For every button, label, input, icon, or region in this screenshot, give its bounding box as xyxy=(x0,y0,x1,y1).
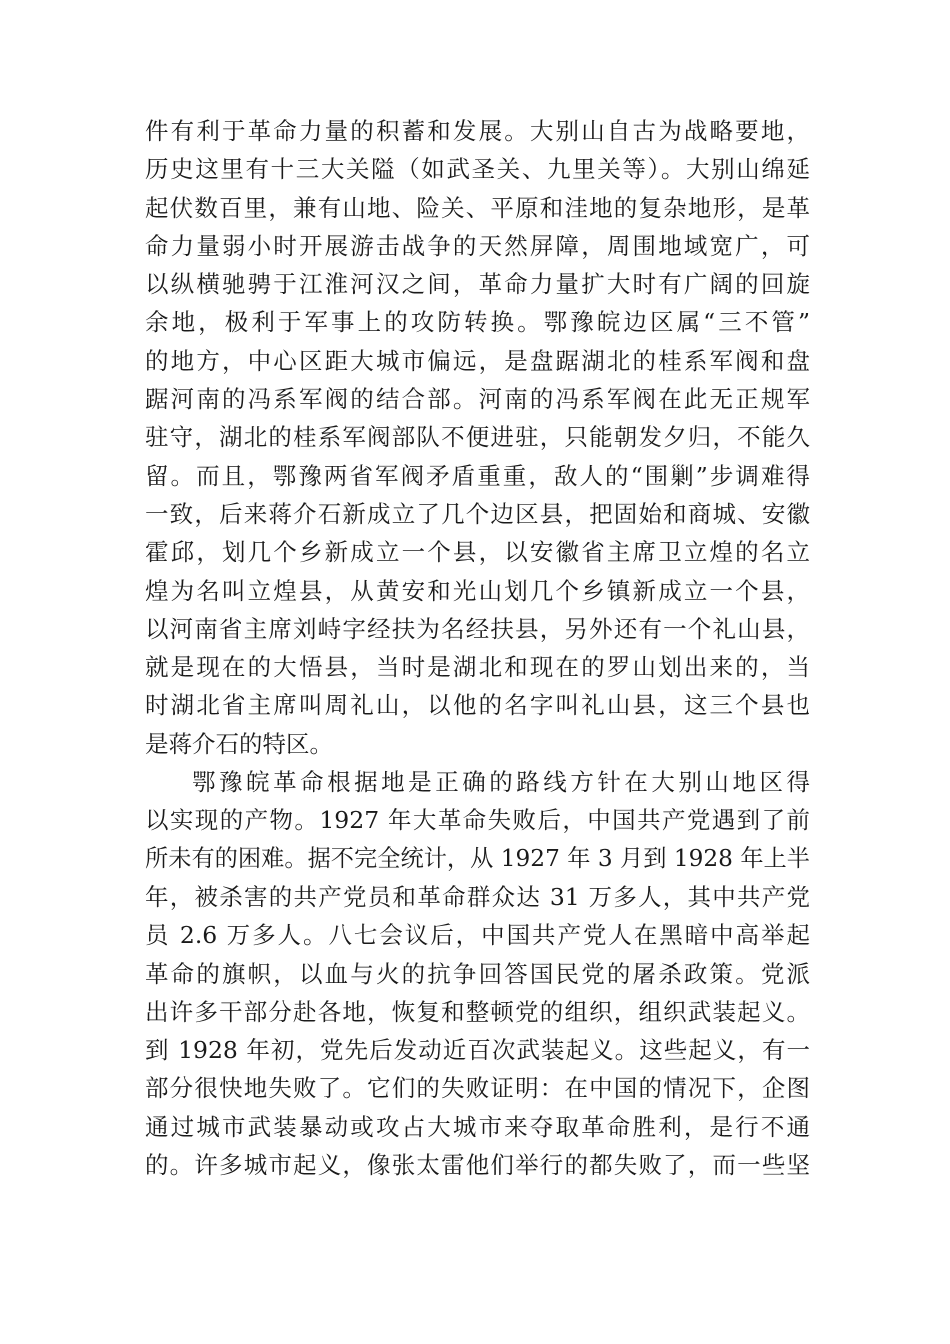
text-line: 员 2.6 万多人。八七会议后，中国共产党人在黑暗中高举起 xyxy=(145,921,810,950)
text-line: 出许多干部分赴各地，恢复和整顿党的组织，组织武装起义。 xyxy=(145,997,810,1026)
text-line: 驻守，湖北的桂系军阀部队不便进驻，只能朝发夕归，不能久 xyxy=(145,423,810,452)
text-line: 霍邱，划几个乡新成立一个县，以安徽省主席卫立煌的名立 xyxy=(145,538,810,567)
text-line: 煌为名叫立煌县，从黄安和光山划几个乡镇新成立一个县， xyxy=(145,576,810,605)
text-line: 的地方，中心区距大城市偏远，是盘踞湖北的桂系军阀和盘 xyxy=(145,346,810,375)
text-line: 到 1928 年初，党先后发动近百次武装起义。这些起义，有一 xyxy=(145,1036,810,1065)
body-text xyxy=(145,112,810,1184)
text-line: 时湖北省主席叫周礼山，以他的名字叫礼山县，这三个县也 xyxy=(145,691,810,720)
paragraph-1 xyxy=(145,112,810,763)
text-line: 革命的旗帜，以血与火的抗争回答国民党的屠杀政策。党派 xyxy=(145,959,810,988)
text-line: 余地，极利于军事上的攻防转换。鄂豫皖边区属“三不管” xyxy=(145,308,810,337)
text-line: 就是现在的大悟县，当时是湖北和现在的罗山划出来的，当 xyxy=(145,653,810,682)
text-line: 留。而且，鄂豫两省军阀矛盾重重，敌人的“围剿”步调难得 xyxy=(145,461,810,490)
text-line: 踞河南的冯系军阀的结合部。河南的冯系军阀在此无正规军 xyxy=(145,385,810,414)
text-line: 部分很快地失败了。它们的失败证明：在中国的情况下，企图 xyxy=(145,1074,810,1103)
text-line: 以纵横驰骋于江淮河汉之间，革命力量扩大时有广阔的回旋 xyxy=(145,270,810,299)
paragraph-2 xyxy=(145,763,810,1184)
text-line: 年，被杀害的共产党员和革命群众达 31 万多人，其中共产党 xyxy=(145,882,810,911)
text-line: 的。许多城市起义，像张太雷他们举行的都失败了，而一些坚 xyxy=(145,1151,810,1180)
text-line: 命力量弱小时开展游击战争的天然屏障，周围地域宽广，可 xyxy=(145,231,810,260)
text-line: 鄂豫皖革命根据地是正确的路线方针在大别山地区得 xyxy=(192,768,810,797)
text-line: 一致，后来蒋介石新成立了几个边区县，把固始和商城、安徽 xyxy=(145,499,810,528)
text-line: 通过城市武装暴动或攻占大城市来夺取革命胜利，是行不通 xyxy=(145,1112,810,1141)
text-line: 历史这里有十三大关隘（如武圣关、九里关等）。大别山绵延 xyxy=(145,155,810,184)
text-line: 以实现的产物。1927 年大革命失败后，中国共产党遇到了前 xyxy=(145,806,810,835)
text-line: 起伏数百里，兼有山地、险关、平原和洼地的复杂地形，是革 xyxy=(145,193,810,222)
text-line: 是蒋介石的特区。 xyxy=(145,729,333,758)
text-line: 件有利于革命力量的积蓄和发展。大别山自古为战略要地， xyxy=(145,117,810,145)
text-line: 以河南省主席刘峙字经扶为名经扶县，另外还有一个礼山县， xyxy=(145,614,810,643)
text-line: 所未有的困难。据不完全统计，从 1927 年 3 月到 1928 年上半 xyxy=(145,844,810,872)
